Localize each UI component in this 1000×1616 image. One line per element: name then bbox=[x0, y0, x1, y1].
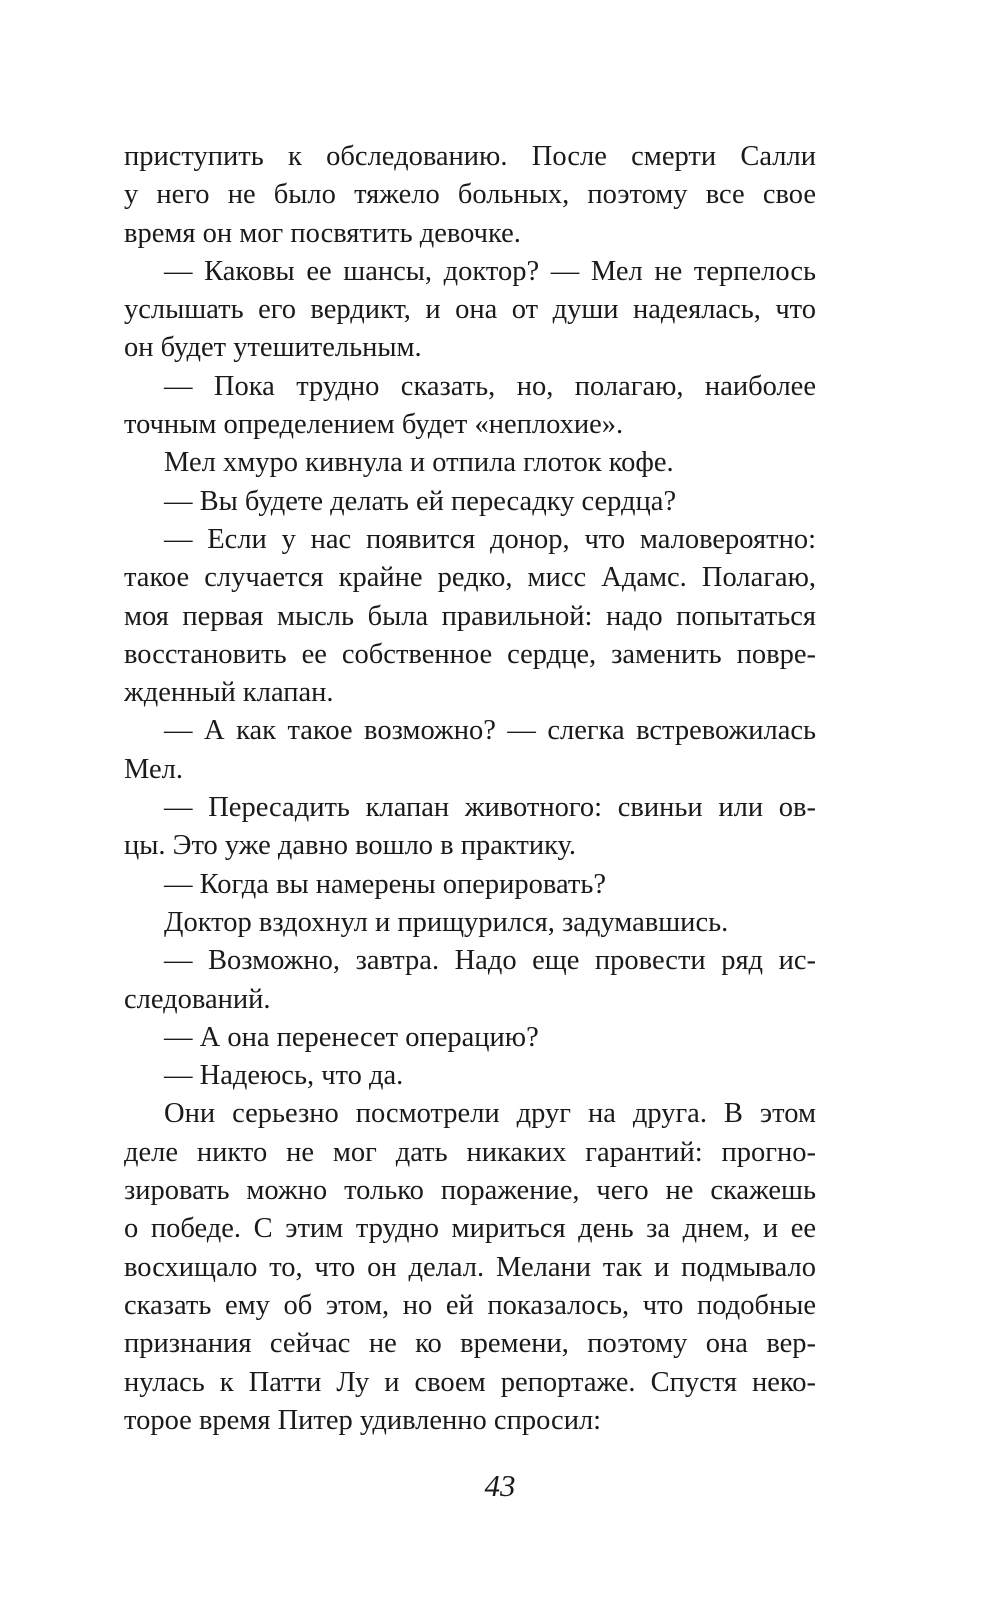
text-line: Доктор вздохнул и прищурился, задумавшись. bbox=[164, 906, 729, 938]
page-number: 43 bbox=[484, 1468, 516, 1503]
text-line: следований. bbox=[124, 983, 271, 1015]
text-line: время он мог посвятить девочке. bbox=[124, 217, 521, 249]
text-line: у него не было тяжело больных, поэтому все свое bbox=[124, 179, 816, 211]
text-line: такое случается крайне редко, мисс Адамс. Полагаю, bbox=[124, 562, 816, 594]
text-line: деле никто не мог дать никаких гарантий: прогно- bbox=[124, 1136, 816, 1168]
text-line: восстановить ее собственное сердце, заменить повре- bbox=[124, 638, 816, 670]
text-line: — Вы будете делать ей пересадку сердца? bbox=[164, 485, 677, 517]
text-line: — Пока трудно сказать, но, полагаю, наиболее bbox=[164, 370, 816, 402]
body-text bbox=[124, 138, 816, 1440]
text-line: Мел хмуро кивнула и отпила глоток кофе. bbox=[164, 447, 674, 479]
text-line: зировать можно только поражение, чего не скажешь bbox=[124, 1175, 816, 1207]
text-line: Они серьезно посмотрели друг на друга. В этом bbox=[164, 1098, 816, 1130]
text-line: нулась к Патти Лу и своем репортаже. Спустя неко- bbox=[124, 1366, 816, 1398]
text-line: — Возможно, завтра. Надо еще провести ряд ис- bbox=[164, 945, 816, 977]
text-line: восхищало то, что он делал. Мелани так и подмывало bbox=[124, 1251, 816, 1283]
text-line: — Когда вы намерены оперировать? bbox=[164, 868, 607, 900]
text-line: цы. Это уже давно вошло в практику. bbox=[124, 830, 577, 862]
text-line: торое время Питер удивленно спросил: bbox=[124, 1404, 602, 1436]
text-line: — А как такое возможно? — слегка встревожилась bbox=[164, 715, 816, 747]
text-line: услышать его вердикт, и она от души надеялась, что bbox=[124, 294, 816, 326]
text-line: точным определением будет «неплохие». bbox=[124, 409, 624, 441]
text-line: — Если у нас появится донор, что маловероятно: bbox=[164, 523, 816, 555]
text-line: — Каковы ее шансы, доктор? — Мел не терпелось bbox=[164, 255, 816, 287]
text-line: сказать ему об этом, но ей показалось, что подобные bbox=[124, 1289, 816, 1321]
text-line: — Надеюсь, что да. bbox=[164, 1060, 404, 1092]
text-line: — Пересадить клапан животного: свиньи или ов- bbox=[164, 792, 816, 824]
text-line: Мел. bbox=[124, 753, 183, 785]
text-line: о победе. С этим трудно мириться день за днем, и ее bbox=[124, 1213, 816, 1245]
text-line: жденный клапан. bbox=[124, 677, 334, 709]
text-line: моя первая мысль была правильной: надо попытаться bbox=[124, 600, 816, 632]
text-line: он будет утешительным. bbox=[124, 332, 422, 364]
text-line: приступить к обследованию. После смерти Салли bbox=[124, 141, 816, 172]
text-line: признания сейчас не ко времени, поэтому она вер- bbox=[124, 1328, 816, 1360]
text-line: — А она перенесет операцию? bbox=[164, 1021, 539, 1053]
